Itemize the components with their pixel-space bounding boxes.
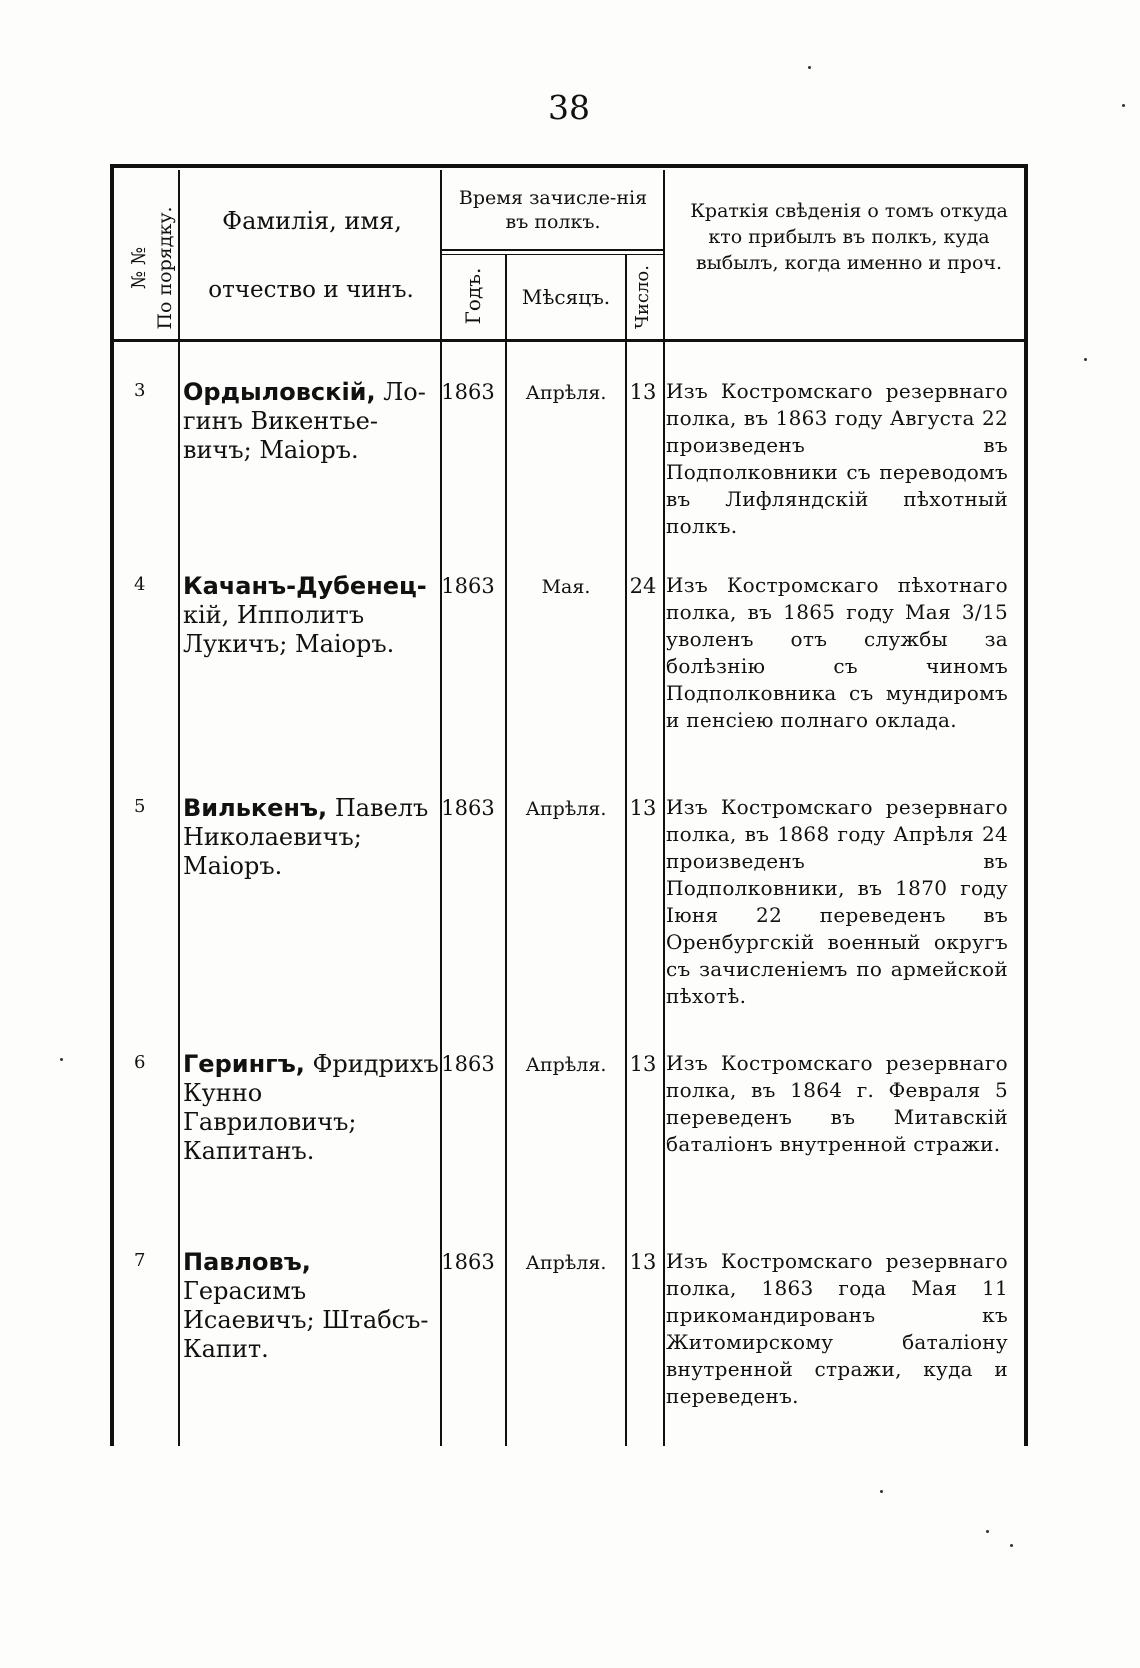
- row-name: [183, 1248, 439, 1364]
- row-year: 1863: [441, 574, 495, 598]
- scan-speck: [1010, 1544, 1013, 1547]
- row-day: 13: [629, 1052, 657, 1076]
- row-note: Изъ Костромскаго резервнаго полка, въ 1864 г. Февраля 5 переведенъ въ Митавскій баталіонъ внутренной стражи.: [666, 1051, 1008, 1156]
- header-num-symbol: № №: [128, 247, 150, 289]
- header-year: Годъ.: [461, 267, 485, 325]
- scan-speck: [986, 1530, 989, 1533]
- row-day: 13: [629, 380, 657, 404]
- row-month: Апрѣля.: [525, 1252, 607, 1274]
- top-rule: [110, 164, 1028, 168]
- row-note: Изъ Костромскаго пѣхотнаго полка, въ 1865 году Мая 3/15 уволенъ отъ службы за болѣзнію съ чиномъ Подполковника съ мундиромъ и пенсіею полнаго оклада.: [666, 573, 1008, 732]
- row-note: Изъ Костромскаго резервнаго полка, въ 1863 году Августа 22 произведенъ въ Подполковники съ переводомъ въ Лифляндскій пѣхотный полкъ.: [666, 379, 1008, 538]
- row-name-rest: Павелъ Николаевичъ; Маіоръ.: [183, 794, 429, 880]
- row-name: [183, 794, 439, 881]
- scan-speck: [1084, 358, 1087, 361]
- right-rule: [1024, 164, 1028, 1446]
- header-month: Мѣсяцъ.: [521, 285, 611, 309]
- col-rule-1: [178, 170, 180, 1446]
- row-name-rest: Ло-гинъ Викентье-вичъ; Маіоръ.: [183, 378, 426, 464]
- left-rule: [110, 164, 114, 1446]
- scan-speck: [880, 1490, 883, 1493]
- row-year: 1863: [441, 796, 495, 820]
- col-rule-3: [505, 255, 507, 1446]
- row-surname: Вилькенъ,: [183, 794, 328, 822]
- row-name: [183, 378, 439, 465]
- scan-speck: [60, 1058, 63, 1061]
- time-subheader-rule: [442, 249, 664, 251]
- header-notes: Краткія свѣденія о томъ откуда кто прибылъ въ полкъ, куда выбылъ, когда именно и проч.: [690, 200, 1008, 274]
- row-month: Апрѣля.: [525, 382, 607, 404]
- row-number: 3: [134, 380, 146, 401]
- row-year: 1863: [441, 1250, 495, 1274]
- col-rule-4: [625, 255, 627, 1446]
- row-month: Апрѣля.: [525, 798, 607, 820]
- row-day: 13: [629, 796, 657, 820]
- row-number: 6: [134, 1052, 146, 1073]
- header-num: [126, 188, 186, 348]
- header-bottom-rule: [110, 339, 1028, 342]
- row-name: [183, 1050, 439, 1166]
- page-number: 38: [548, 88, 590, 127]
- row-year: 1863: [441, 1052, 495, 1076]
- row-surname: Качанъ-Дубенец-: [183, 572, 427, 600]
- row-surname: Герингъ,: [183, 1050, 305, 1078]
- scan-speck: [1122, 104, 1125, 107]
- row-name-rest: Герасимъ Исаевичъ; Штабсъ-Капит.: [183, 1277, 429, 1363]
- row-month: Мая.: [541, 576, 591, 598]
- row-number: 5: [134, 796, 146, 817]
- header-name-bottom: отчество и чинъ.: [208, 277, 414, 303]
- row-name-rest: кій, Ипполитъ Лукичъ; Маіоръ.: [183, 601, 395, 658]
- row-month: Апрѣля.: [525, 1054, 607, 1076]
- row-day: 24: [629, 574, 657, 598]
- col-rule-5: [663, 170, 665, 1446]
- row-number: 4: [134, 574, 146, 595]
- row-day: 13: [629, 1250, 657, 1274]
- row-number: 7: [134, 1250, 146, 1271]
- header-name-top: Фамилія, имя,: [222, 207, 402, 235]
- row-note: Изъ Костромскаго резервнаго полка, 1863 года Мая 11 прикомандированъ къ Житомирскому баталіону внутренной стражи, куда и переведенъ.: [666, 1249, 1008, 1408]
- row-name: [183, 572, 439, 659]
- row-surname: Павловъ,: [183, 1248, 311, 1276]
- row-year: 1863: [441, 380, 495, 404]
- row-surname: Ордыловскій,: [183, 378, 376, 406]
- row-name-rest: Фридрихъ Кунно Гавриловичъ; Капитанъ.: [183, 1050, 439, 1165]
- row-note: Изъ Костромскаго резервнаго полка, въ 1868 году Апрѣля 24 произведенъ въ Подполковники, въ 1870 году Іюня 22 переведенъ въ Оренбургскій военный округъ съ зачисленіемъ по армейской пѣхотѣ.: [666, 795, 1008, 1008]
- header-num-sub: По порядку.: [154, 206, 176, 330]
- header-day: Число.: [632, 265, 653, 329]
- header-time: Время зачисле-нія въ полкъ.: [458, 187, 648, 233]
- scan-speck: [808, 66, 811, 69]
